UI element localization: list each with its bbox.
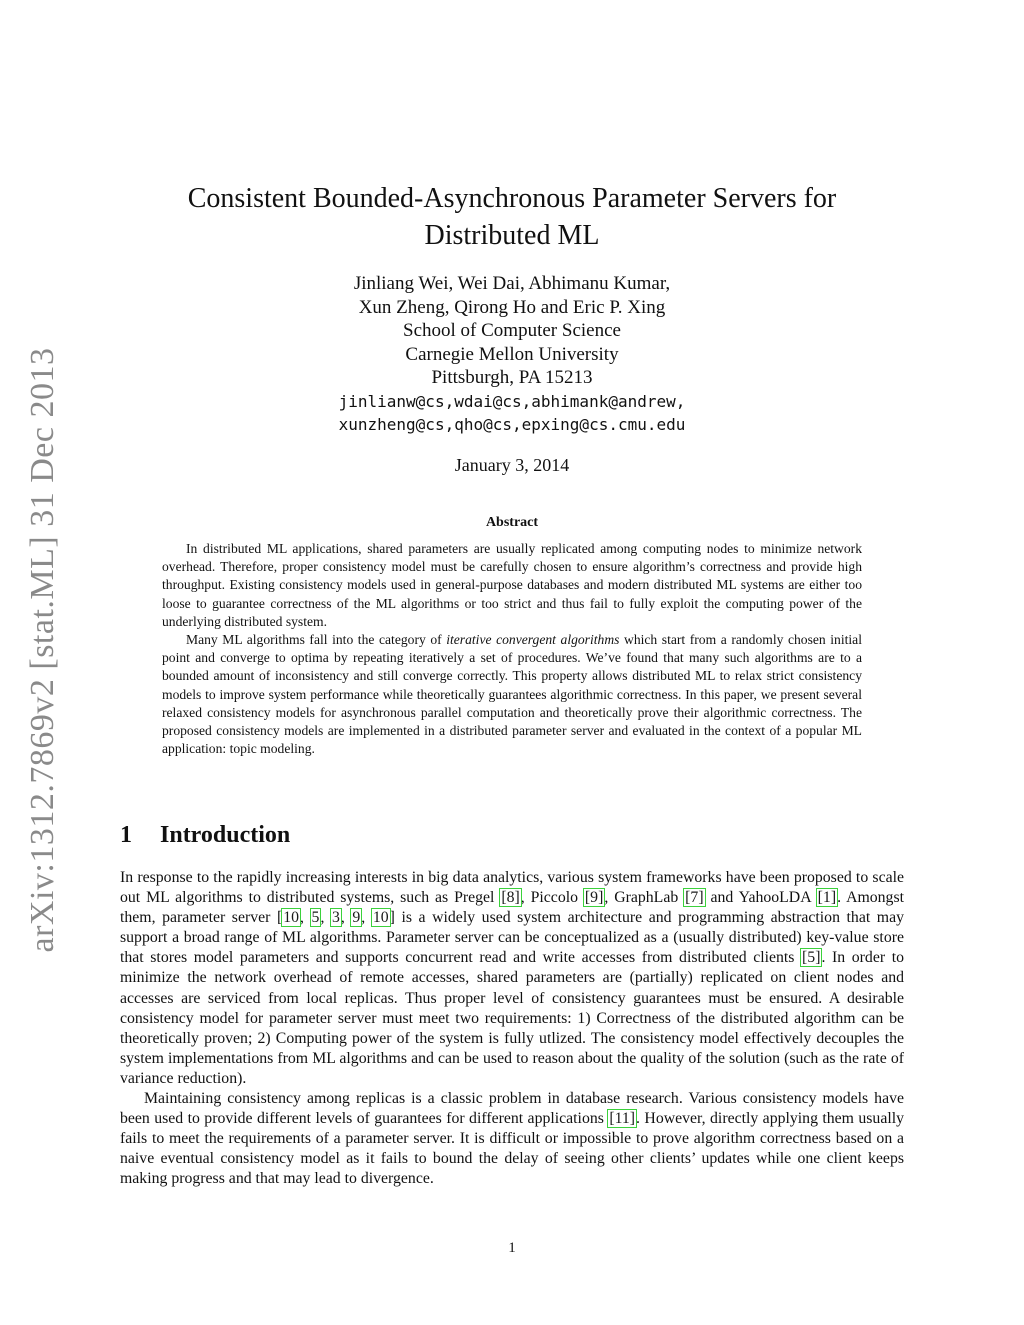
affiliation-university: Carnegie Mellon University <box>405 343 619 365</box>
section-heading <box>120 822 290 849</box>
abstract-paragraph-1: In distributed ML applications, shared parameters are usually replicated among computing nodes to minimize network overhead. Therefore, proper consistency model must be carefully chosen to ensure algorithm’s correctness and provide high throughput. Existing consistency models used in general-purpose databases and modern distributed ML systems are either too loose to guarantee correctness of the ML algorithms or too strict and thus fail to fully exploit the computing power of the underlying distributed system. <box>162 541 862 629</box>
body-text: , Piccolo <box>520 889 584 907</box>
publication-date: January 3, 2014 <box>454 455 570 475</box>
arxiv-identifier-stamp: arXiv:1312.7869v2 [stat.ML] 31 Dec 2013 <box>24 347 61 953</box>
body-text: . However, directly applying them usually fails to meet the requirements of a parameter server. It is difficult or impossible to prove algorithm correctness based on a naive eventual consistency model as it fails to bound the delay of seeing other clients’ updates while one client keeps making progress and that may lead to divergence. <box>120 1110 905 1188</box>
citation-separator: , <box>361 909 372 927</box>
citation-separator: , <box>320 909 331 927</box>
citation-link[interactable]: [5] <box>802 949 821 967</box>
author-emails-line-2: xunzheng@cs,qho@cs,epxing@cs.cmu.edu <box>338 415 686 434</box>
body-text: Maintaining consistency among replicas is a classic problem in database research. Various consistency models have been used to provide different levels of guarantees for different applications <box>120 1090 904 1128</box>
author-block <box>220 272 804 437</box>
citation-separator: , <box>300 909 311 927</box>
author-line-1: Jinliang Wei, Wei Dai, Abhimanu Kumar, <box>353 273 671 294</box>
emphasized-term: iterative convergent algorithms <box>446 632 620 648</box>
affiliation-school: School of Computer Science <box>403 320 621 341</box>
body-text: . In order to minimize the network overhead of remote accesses, shared parameters are (partially) replicated on client nodes and accesses are serviced from local replicas. Thus proper level of consistency guarantees must be ensured. A desirable consistency model for parameter server must meet two requirements: 1) Correctness of the distributed algorithm can be theoretically proven; 2) Computing power of the system is fully utlized. The consistency model effectively decouples the system implementations from ML algorithms and can be used to reason about the quality of the solution (such as the rate of variance reduction). <box>120 949 904 1087</box>
section-number: 1 <box>120 822 132 848</box>
body-text: and YahooLDA <box>704 889 817 907</box>
body-text: , GraphLab <box>604 889 685 907</box>
abstract-body <box>162 540 862 758</box>
page-number: 1 <box>508 1240 516 1256</box>
section-title: Introduction <box>160 822 291 848</box>
introduction-body <box>120 868 904 1190</box>
citation-link[interactable]: 9 <box>352 909 361 927</box>
body-text: is a widely used system architecture and programming abstraction that may support a broad range of ML algorithms. Parameter server can be conceptualized as a (usually distributed) key-value store that stores model parameters and supports concurrent read and write accesses from distributed clients <box>120 909 904 967</box>
citation-bracket: [ <box>276 909 283 927</box>
abstract-text: which start from a randomly chosen initial point and converge to optima by repeating iteratively a set of procedures. We’ve found that many such algorithms are to a bounded amount of inconsistency and still converge correctly. This property allows distributed ML to relax strict consistency models to improve system performance while theoretically guarantees algorithmic correctness. In this paper, we present several relaxed consistency models for asynchronous parallel computation and theoretically prove their algorithmic correctness. The proposed consistency models are implemented in a distributed parameter server and evaluated in the context of a popular ML application: topic modeling. <box>162 632 862 757</box>
citation-link[interactable]: [11] <box>609 1110 636 1128</box>
body-text: . Amongst them, parameter server <box>120 889 904 927</box>
intro-paragraph-1 <box>120 868 904 1089</box>
paper-title <box>150 180 874 254</box>
affiliation-location: Pittsburgh, PA 15213 <box>431 367 593 388</box>
abstract-text: Many ML algorithms fall into the category of <box>186 632 447 648</box>
author-line-2: Xun Zheng, Qirong Ho and Eric P. Xing <box>358 296 666 318</box>
citation-link[interactable]: 3 <box>331 909 340 927</box>
body-text: In response to the rapidly increasing interests in big data analytics, various system frameworks have been proposed to scale out ML algorithms to distributed systems, such as Pregel <box>120 869 904 907</box>
title-line-1: Consistent Bounded-Asynchronous Parameter Servers for <box>187 183 837 214</box>
citation-link[interactable]: 10 <box>283 909 300 927</box>
intro-paragraph-2 <box>120 1089 904 1189</box>
author-emails-line-1: jinlianw@cs,wdai@cs,abhimank@andrew, <box>338 391 686 411</box>
citation-separator: , <box>340 909 352 927</box>
citation-link[interactable]: 5 <box>311 909 320 927</box>
abstract-paragraph-2 <box>162 631 862 758</box>
title-line-2: Distributed ML <box>424 220 600 251</box>
citation-link[interactable]: [1] <box>817 889 837 907</box>
citation-link[interactable]: [7] <box>685 889 704 907</box>
citation-link[interactable]: 10 <box>372 909 389 927</box>
citation-link[interactable]: [8] <box>501 889 520 907</box>
citation-link[interactable]: [9] <box>584 889 604 907</box>
citation-bracket: ] <box>389 909 395 927</box>
abstract-heading: Abstract <box>485 515 539 530</box>
